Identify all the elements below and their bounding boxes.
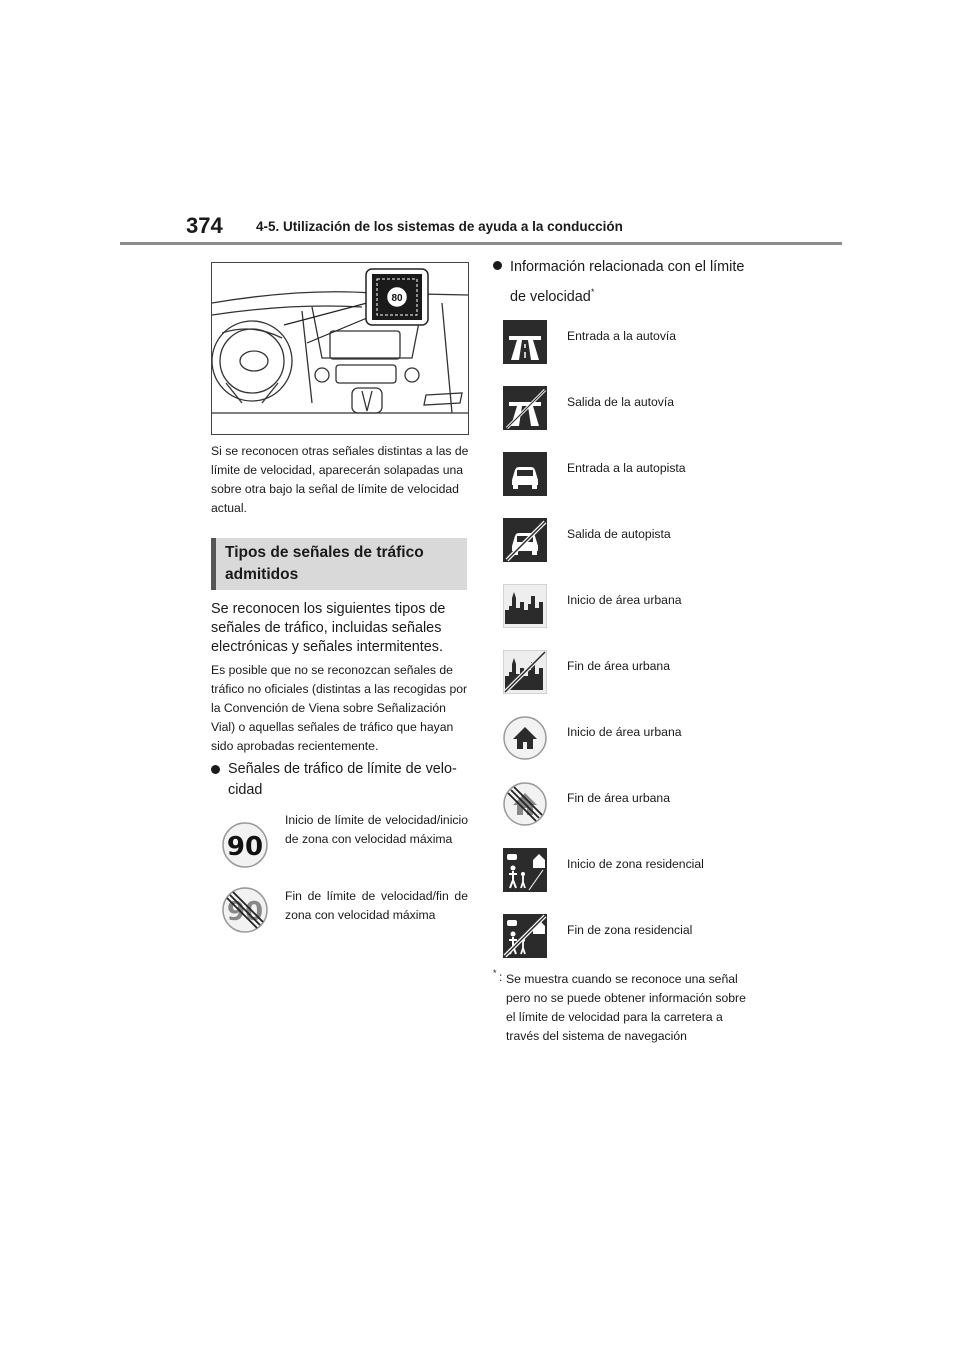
motorway-entry-label: Entrada a la autovía bbox=[567, 329, 677, 343]
bullet-text: Señales de tráfico de límite de velocidad bbox=[228, 761, 457, 798]
footnote-colon: : bbox=[499, 970, 503, 984]
urban-area-start-icon bbox=[503, 584, 547, 628]
urban-area-start-label: Inicio de área urbana bbox=[567, 593, 682, 607]
bullet-dot bbox=[211, 765, 220, 774]
footnote-text: Se muestra cuando se reconoce una señal pero no se puede obtener información sobre el límite de velocidad para la carretera a través del sistema de navegación bbox=[506, 972, 746, 1043]
urban-area-end-icon bbox=[503, 650, 547, 694]
note-paragraph: Es posible que no se reconozcan señales de tráfico no oficiales (distintas a las recogidas por la Convención de Viena sobre Señalización Vial) o aquellas señales de tráfico que hayan sido aprobadas recientemente. bbox=[211, 663, 468, 753]
speed-limit-end-label: Fin de límite de velocidad/fin de zona con velocidad máxima bbox=[285, 889, 468, 922]
motorway-exit-icon bbox=[503, 386, 547, 430]
residential-zone-start-label: Inicio de zona residencial bbox=[567, 857, 704, 871]
bullet-speed-limit-signs bbox=[211, 759, 473, 803]
residential-zone-start-icon bbox=[503, 848, 547, 892]
page-number: 374 bbox=[186, 213, 223, 238]
bullet-dot bbox=[493, 261, 502, 270]
bullet-info-text: Información relacionada con el límite de velocidad bbox=[510, 259, 745, 305]
speed-limit-start-icon bbox=[222, 822, 268, 868]
section-heading-text: Tipos de señales de tráfico admitidos bbox=[225, 544, 424, 583]
speed-limit-start-label: Inicio de límite de velocidad/inicio de zona con velocidad máxima bbox=[285, 813, 468, 846]
section-heading bbox=[211, 538, 467, 590]
motorway-exit-label: Salida de la autovía bbox=[567, 395, 675, 409]
expressway-exit-icon bbox=[503, 518, 547, 562]
header-divider bbox=[120, 242, 842, 245]
expressway-exit-label: Salida de autopista bbox=[567, 527, 671, 541]
chapter-title: 4-5. Utilización de los sistemas de ayuda a la conducción bbox=[256, 219, 623, 234]
residential-zone-end-label: Fin de zona residencial bbox=[567, 923, 693, 937]
bullet-speed-info bbox=[493, 255, 773, 305]
speed-limit-end-icon bbox=[222, 887, 268, 933]
urban-area-end-round-icon bbox=[503, 782, 547, 826]
motorway-entry-icon bbox=[503, 320, 547, 364]
urban-area-start-round-icon bbox=[503, 716, 547, 760]
urban-area-end-label: Fin de área urbana bbox=[567, 659, 670, 673]
intro-paragraph: Si se reconocen otras señales distintas a las de límite de velocidad, aparecerán solapadas una sobre otra bajo la señal de límite de velocidad actual. bbox=[211, 444, 469, 515]
bullet-info-text-wrap bbox=[510, 255, 750, 310]
urban-area-end-round-label: Fin de área urbana bbox=[567, 791, 670, 805]
urban-area-start-round-label: Inicio de área urbana bbox=[567, 725, 682, 739]
dashboard-speed-value: 80 bbox=[391, 293, 403, 304]
speed-limit-end-number: 90 bbox=[226, 897, 264, 927]
footnote-reference: * bbox=[590, 287, 595, 297]
expressway-entry-label: Entrada a la autopista bbox=[567, 461, 686, 475]
footnote-mark: * bbox=[493, 968, 497, 978]
expressway-entry-icon bbox=[503, 452, 547, 496]
lead-paragraph: Se reconocen los siguientes tipos de señales de tráfico, incluidas señales electrónicas y señales intermitentes. bbox=[211, 601, 446, 655]
residential-zone-end-icon bbox=[503, 914, 547, 958]
dashboard-illustration bbox=[211, 262, 469, 435]
speed-limit-start-number: 90 bbox=[226, 832, 264, 862]
